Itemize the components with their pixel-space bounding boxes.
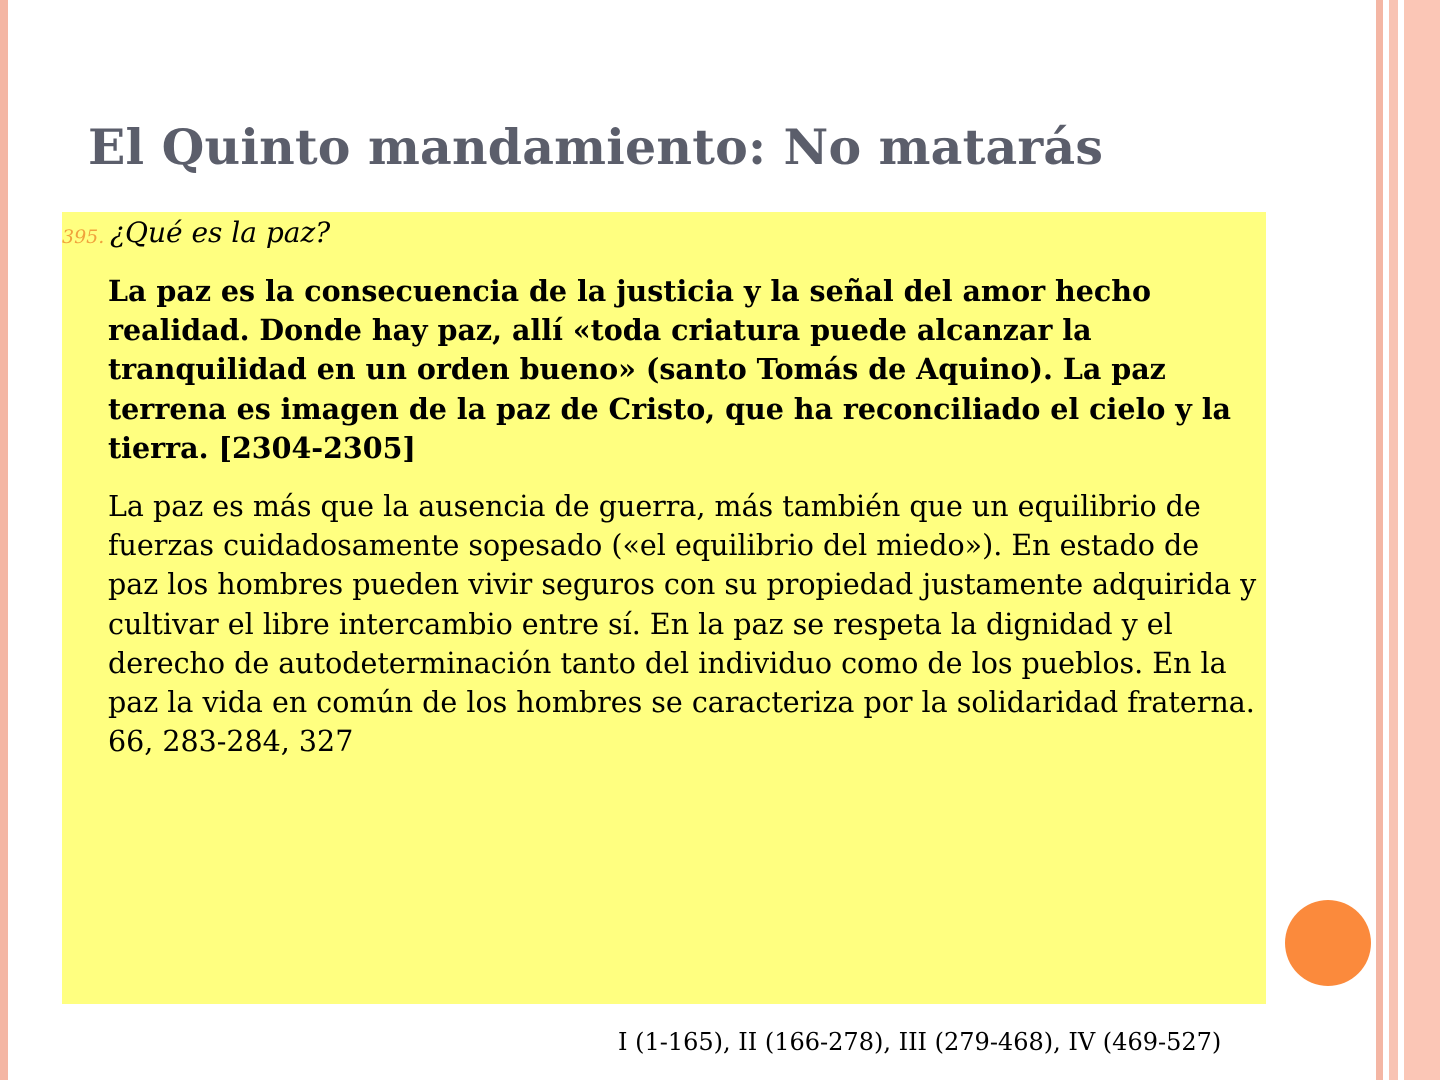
right-border-stripe xyxy=(1376,0,1383,1080)
accent-dot-icon xyxy=(1285,900,1371,986)
slide-title: El Quinto mandamiento: No matarás xyxy=(88,118,1104,176)
answer-explanation: La paz es más que la ausencia de guerra, más también que un equilibrio de fuerzas cuidadosamente sopesado («el equilibrio del miedo»). En estado de paz los hombres pueden vivir seguros con su propiedad justamente adquirida y cultivar el libre intercambio entre sí. En la paz se respeta la dignidad y el derecho de autodeterminación tanto del individuo como de los pueblos. En la paz la vida en común de los hombres se caracteriza por la solidaridad fraterna. 66, 283-284, 327 xyxy=(108,490,1257,759)
left-border-stripe xyxy=(0,0,8,1080)
question-text: ¿Qué es la paz? xyxy=(110,216,331,249)
right-border-stripe xyxy=(1404,0,1440,1080)
right-border-stripe xyxy=(1389,0,1398,1080)
question-number: 395. xyxy=(62,226,105,248)
footer-section-ranges: I (1-165), II (166-278), III (279-468), IV (469-527) xyxy=(618,1028,1222,1056)
answer-summary: La paz es la consecuencia de la justicia y la señal del amor hecho realidad. Donde hay paz, allí «toda criatura puede alcanzar la tranquilidad en un orden bueno» (santo Tomás de Aquino). La paz terrena es imagen de la paz de Cristo, que ha reconciliado el cielo y la tierra. [2304-2305] xyxy=(108,274,1232,465)
